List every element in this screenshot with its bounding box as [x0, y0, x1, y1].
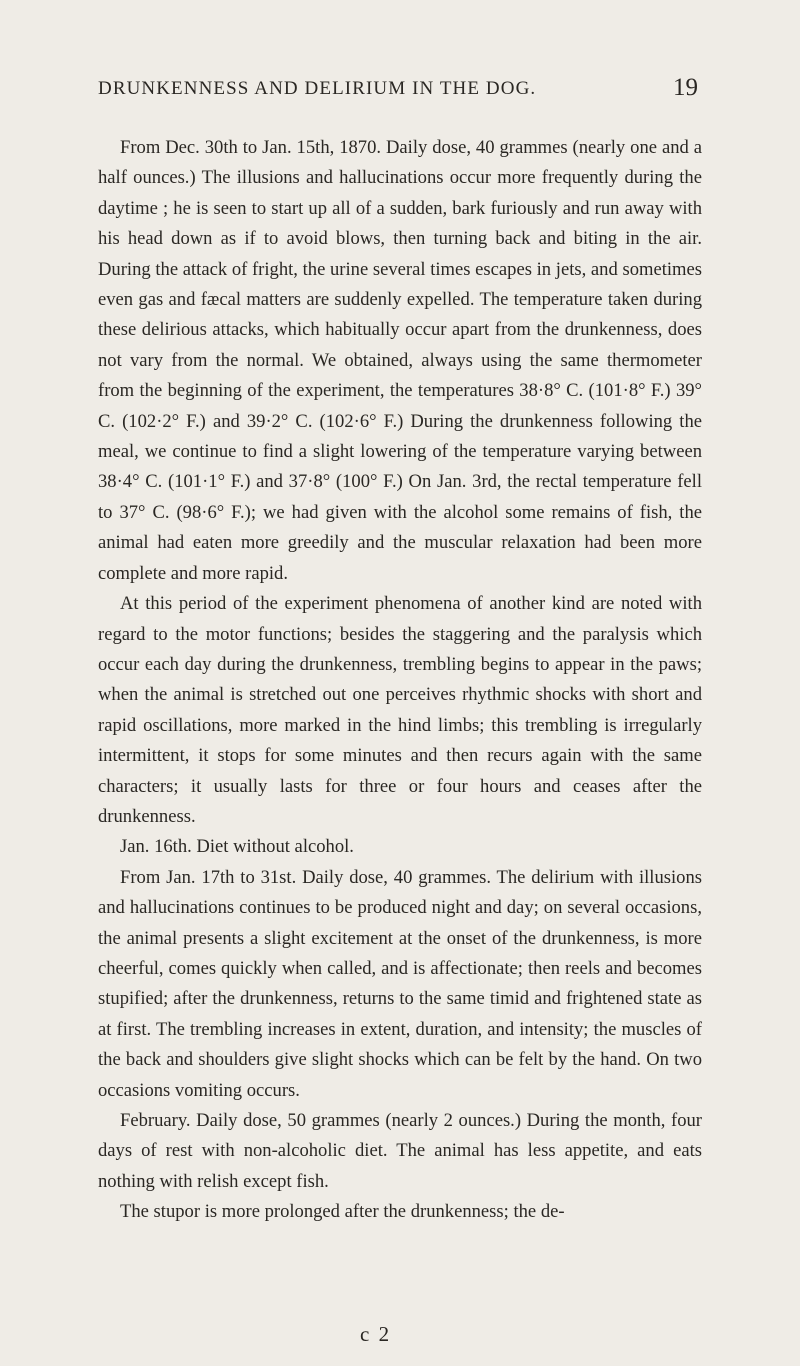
- paragraph: From Dec. 30th to Jan. 15th, 1870. Daily dose, 40 grammes (nearly one and a half ounces.) The illusions and hallucinations occur more frequently during the daytime ; he is seen to start up all of a sudden, bark furiously and run away with his head down as if to avoid blows, then turning back and biting in the air. During the attack of fright, the urine several times escapes in jets, and sometimes even gas and fæcal matters are suddenly expelled. The temperature taken during these delirious attacks, which habitually occur apart from the drunkenness, does not vary from the normal. We obtained, always using the same thermometer from the beginning of the experiment, the temperatures 38·8° C. (101·8° F.) 39° C. (102·2° F.) and 39·2° C. (102·6° F.) During the drunkenness following the meal, we continue to find a slight lowering of the temperature varying between 38·4° C. (101·1° F.) and 37·8° (100° F.) On Jan. 3rd, the rectal temperature fell to 37° C. (98·6° F.); we had given with the alcohol some remains of fish, the animal had eaten more greedily and the muscular relaxation had been more complete and more rapid.: [98, 137, 702, 584]
- paragraph: February. Daily dose, 50 grammes (nearly 2 ounces.) During the month, four days of rest with non-alcoholic diet. The animal has less appetite, and eats nothing with relish except fish.: [98, 1110, 702, 1192]
- page-number: 19: [673, 74, 698, 101]
- body-text: [98, 133, 702, 1228]
- paragraph: At this period of the experiment phenomena of another kind are noted with regard to the motor functions; besides the staggering and the paralysis which occur each day during the drunkenness, trembling begins to appear in the paws; when the animal is stretched out one perceives rhythmic shocks with short and rapid oscillations, more marked in the hind limbs; this trembling is irregularly intermittent, it stops for some minutes and then recurs again with the same characters; it usually lasts for three or four hours and ceases after the drunkenness.: [98, 593, 702, 827]
- signature-mark: c 2: [360, 1322, 392, 1346]
- paragraph: From Jan. 17th to 31st. Daily dose, 40 grammes. The delirium with illusions and hallucinations continues to be produced night and day; on several occasions, the animal presents a slight excitement at the onset of the drunkenness, is more cheerful, comes quickly when called, and is affectionate; then reels and becomes stupified; after the drunkenness, returns to the same timid and frightened state as at first. The trembling increases in extent, duration, and intensity; the muscles of the back and shoulders give slight shocks which can be felt by the hand. On two occasions vomiting occurs.: [98, 866, 702, 1101]
- running-title: DRUNKENNESS AND DELIRIUM IN THE DOG.: [98, 78, 537, 99]
- paragraph: The stupor is more prolonged after the drunkenness; the de-: [120, 1201, 565, 1223]
- page-header: [98, 74, 698, 108]
- paragraph: Jan. 16th. Diet without alcohol.: [120, 836, 354, 858]
